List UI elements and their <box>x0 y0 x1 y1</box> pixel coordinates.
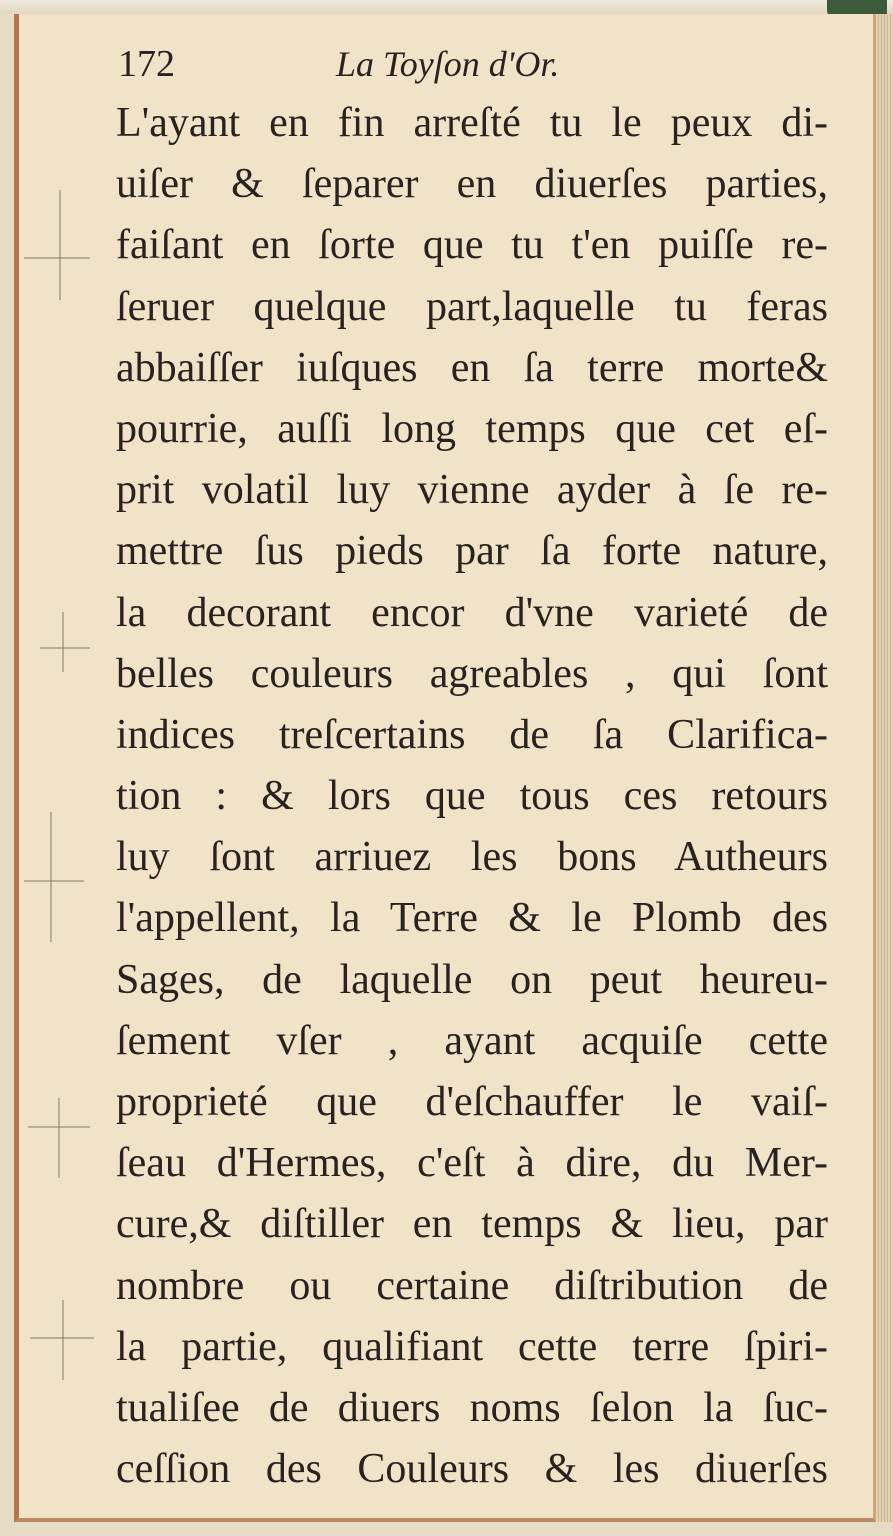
page-fore-edge <box>876 14 893 1522</box>
margin-pencil-mark <box>62 612 64 672</box>
margin-pencil-mark <box>24 257 90 259</box>
text-line: tualiſee de diuers noms ſelon la ſuc- <box>116 1384 828 1431</box>
text-line: ſement vſer , ayant acquiſe cette <box>116 1017 828 1064</box>
text-line: faiſant en ſorte que tu t'en puiſſe re- <box>116 222 828 269</box>
text-line: ceſſion des Couleurs & les diuerſes <box>116 1446 828 1493</box>
text-line: proprieté que d'eſchauffer le vaiſ- <box>116 1079 828 1125</box>
text-line: L'ayant en fin arreſté tu le peux di- <box>116 100 828 146</box>
margin-pencil-mark <box>50 812 52 942</box>
running-title: La Toyſon d'Or. <box>336 44 560 84</box>
text-line: indices treſcertains de ſa Clarifica- <box>116 711 828 758</box>
text-line: la decorant encor d'vne varieté de <box>116 589 828 636</box>
text-line: prit volatil luy vienne ayder à ſe re- <box>116 467 828 514</box>
running-head <box>118 40 823 88</box>
text-line: ſeruer quelque part,laquelle tu feras <box>116 283 828 330</box>
text-line: luy ſont arriuez les bons Autheurs <box>116 834 828 881</box>
text-line: belles couleurs agreables , qui ſont <box>116 650 828 697</box>
margin-pencil-mark <box>62 1300 64 1380</box>
margin-pencil-mark <box>59 190 61 300</box>
text-line: l'appellent, la Terre & le Plomb des <box>116 895 828 942</box>
page-number: 172 <box>118 43 175 85</box>
text-line: cure,& diſtiller en temps & lieu, par <box>116 1201 828 1248</box>
text-line: ſeau d'Hermes, c'eſt à dire, du Mer- <box>116 1140 828 1187</box>
margin-pencil-mark <box>24 880 84 882</box>
text-line: la partie, qualifiant cette terre ſpiri- <box>116 1323 828 1370</box>
text-line: mettre ſus pieds par ſa forte nature, <box>116 528 828 575</box>
body-text <box>116 93 828 1500</box>
text-line: abbaiſſer iuſques en ſa terre morte& <box>116 344 828 391</box>
text-line: Sages, de laquelle on peut heureu- <box>116 956 828 1003</box>
margin-pencil-mark <box>40 647 90 649</box>
text-line: pourrie, auſſi long temps que cet eſ- <box>116 405 828 452</box>
text-line: nombre ou certaine diſtribution de <box>116 1262 828 1309</box>
margin-pencil-mark <box>58 1098 60 1178</box>
text-line: uiſer & ſeparer en diuerſes parties, <box>116 161 828 208</box>
text-line: tion : & lors que tous ces retours <box>116 773 828 820</box>
background-edge <box>0 0 893 14</box>
